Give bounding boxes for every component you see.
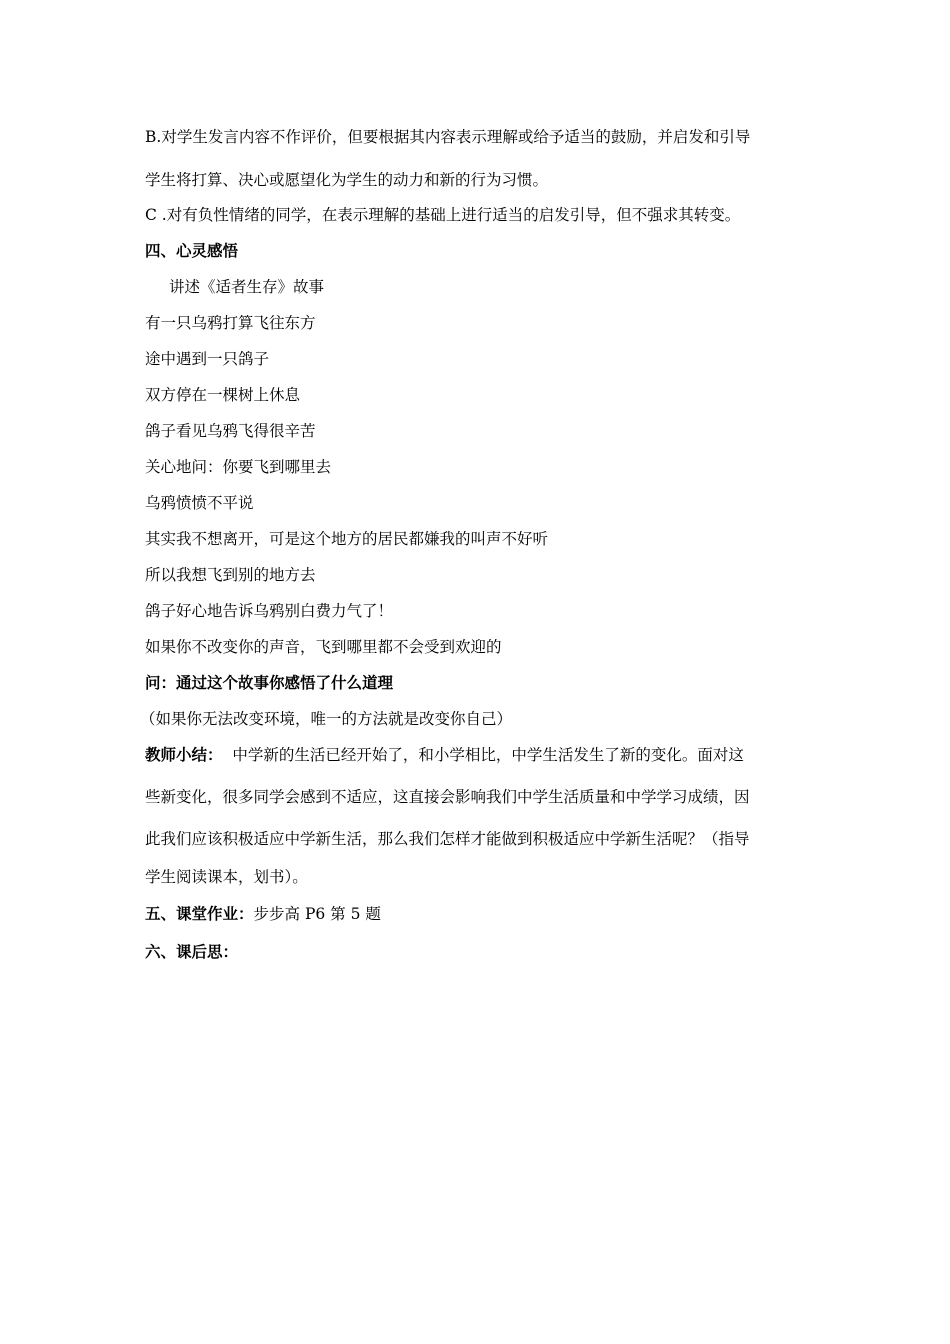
section-heading-5 — [145, 904, 381, 924]
story-line-8: 所以我想飞到别的地方去 — [145, 566, 316, 584]
story-line-1: 有一只乌鸦打算飞往东方 — [145, 314, 316, 332]
summary-label: 教师小结： — [145, 746, 223, 764]
story-line-6: 乌鸦愤愤不平说 — [145, 494, 254, 512]
story-title: 讲述《适者生存》故事 — [169, 278, 325, 296]
paragraph-b-line2: 学生将打算、决心或愿望化为学生的动力和新的行为习惯。 — [145, 171, 549, 189]
story-line-3: 双方停在一棵树上休息 — [145, 386, 301, 404]
summary-line-4: 学生阅读课本，划书）。 — [145, 868, 308, 886]
question: 问：通过这个故事你感悟了什么道理 — [145, 674, 394, 692]
story-line-7: 其实我不想离开，可是这个地方的居民都嫌我的叫声不好听 — [145, 530, 549, 548]
story-line-4: 鸽子看见乌鸦飞得很辛苦 — [145, 422, 316, 440]
paragraph-c: C .对有负性情绪的同学，在表示理解的基础上进行适当的启发引导，但不强求其转变。 — [145, 206, 741, 224]
section-5-label: 五、课堂作业： — [145, 905, 254, 923]
answer: （如果你无法改变环境，唯一的方法就是改变你自己） — [140, 710, 513, 728]
paragraph-b-line1: B.对学生发言内容不作评价，但要根据其内容表示理解或给予适当的鼓励，并启发和引导 — [145, 128, 751, 146]
section-heading-6: 六、课后思： — [145, 943, 239, 961]
summary-line-2: 些新变化，很多同学会感到不适应，这直接会影响我们中学生活质量和中学学习成绩，因 — [145, 788, 750, 806]
section-heading-4: 四、心灵感悟 — [145, 242, 239, 260]
story-line-9: 鸽子好心地告诉乌鸦别白费力气了！ — [145, 602, 394, 620]
summary-line-1 — [145, 745, 744, 765]
summary-text-1: 中学新的生活已经开始了，和小学相比，中学生活发生了新的变化。面对这 — [232, 746, 744, 764]
story-line-10: 如果你不改变你的声音，飞到哪里都不会受到欢迎的 — [145, 638, 502, 656]
summary-line-3: 此我们应该积极适应中学新生活，那么我们怎样才能做到积极适应中学新生活呢？（指导 — [145, 830, 750, 848]
story-line-5: 关心地问：你要飞到哪里去 — [145, 458, 332, 476]
story-line-2: 途中遇到一只鸽子 — [145, 350, 270, 368]
section-5-text: 步步高 P6 第 5 题 — [253, 905, 381, 923]
